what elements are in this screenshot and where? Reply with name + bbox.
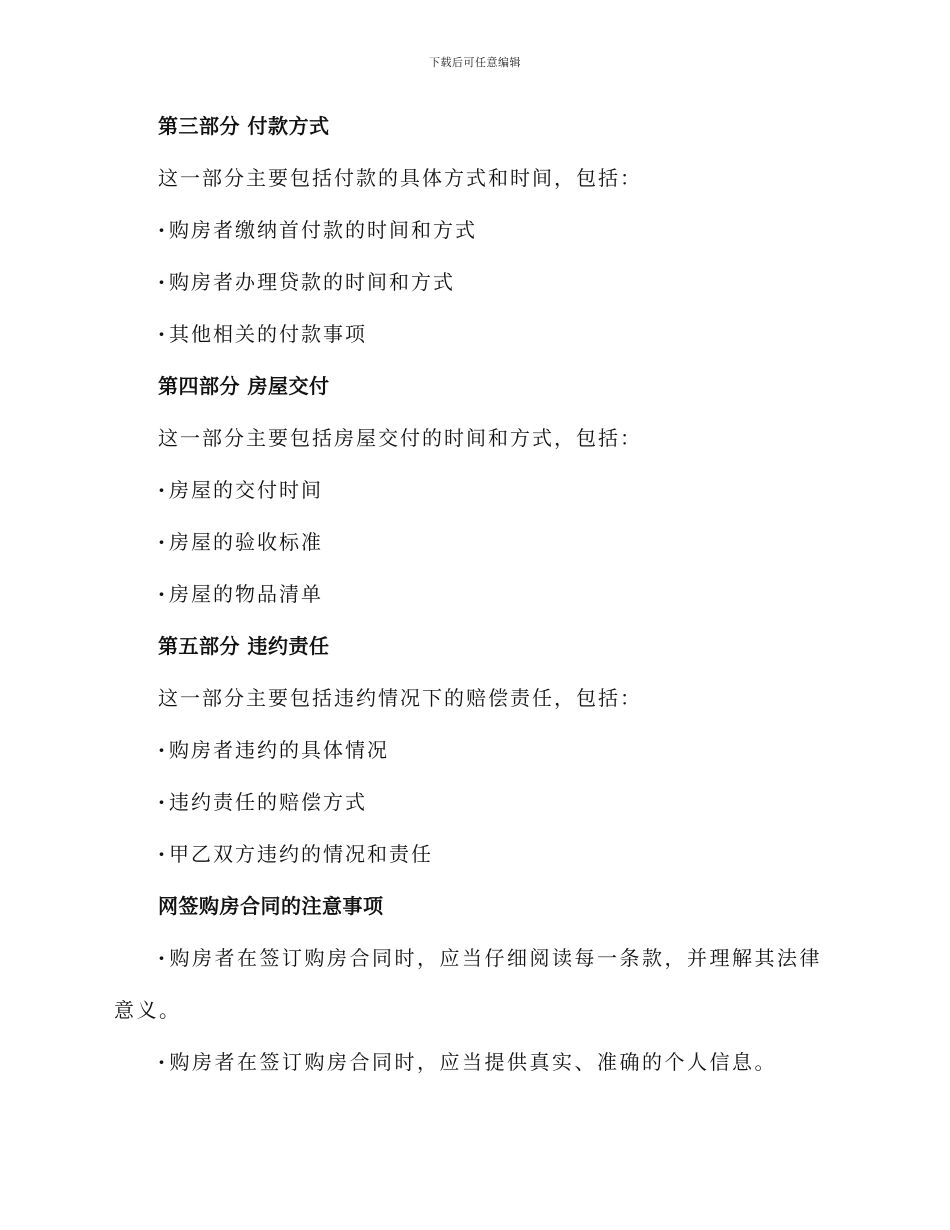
bullet-dot: · [158,478,167,502]
note-item [114,932,834,1036]
bullet-dot: · [158,530,167,554]
bullet-dot: · [158,738,167,762]
note-text: 购房者在签订购房合同时，应当提供真实、准确的个人信息。 [169,1050,777,1074]
bullet-text: 房屋的交付时间 [168,478,323,502]
section-intro: 这一部分主要包括房屋交付的时间和方式，包括： [158,426,642,450]
note-text: 购房者在签订购房合同时，应当仔细阅读每一条款，并理解其法律意义。 [114,946,822,1022]
bullet-item [158,216,828,244]
page-header: 下载后可任意编辑 [429,56,521,69]
bullet-dot: · [158,1050,168,1074]
bullet-text: 购房者办理贷款的时间和方式 [168,270,455,294]
bullet-item [158,840,828,868]
bullet-dot: · [158,946,168,970]
bullet-dot: · [158,842,167,866]
notes-heading: 网签购房合同的注意事项 [158,894,384,918]
bullet-text: 甲乙双方违约的情况和责任 [168,842,433,866]
bullet-item [158,528,828,556]
bullet-text: 房屋的验收标准 [168,530,323,554]
bullet-item [158,476,828,504]
section-heading: 第三部分 付款方式 [158,114,330,138]
bullet-dot: · [158,218,167,242]
section-intro: 这一部分主要包括付款的具体方式和时间，包括： [158,166,642,190]
bullet-item [158,320,828,348]
bullet-item [158,788,828,816]
section-intro: 这一部分主要包括违约情况下的赔偿责任，包括： [158,686,642,710]
bullet-text: 其他相关的付款事项 [168,322,367,346]
bullet-text: 购房者违约的具体情况 [168,738,389,762]
bullet-dot: · [158,582,167,606]
bullet-dot: · [158,270,167,294]
bullet-item [158,268,828,296]
bullet-dot: · [158,790,167,814]
bullet-text: 房屋的物品清单 [168,582,323,606]
bullet-text: 违约责任的赔偿方式 [168,790,367,814]
section-heading: 第五部分 违约责任 [158,634,330,658]
bullet-text: 购房者缴纳首付款的时间和方式 [168,218,477,242]
note-item [114,1036,834,1088]
bullet-dot: · [158,322,167,346]
bullet-item [158,736,828,764]
section-heading: 第四部分 房屋交付 [158,374,330,398]
document-body [114,112,828,1100]
bullet-item [158,580,828,608]
